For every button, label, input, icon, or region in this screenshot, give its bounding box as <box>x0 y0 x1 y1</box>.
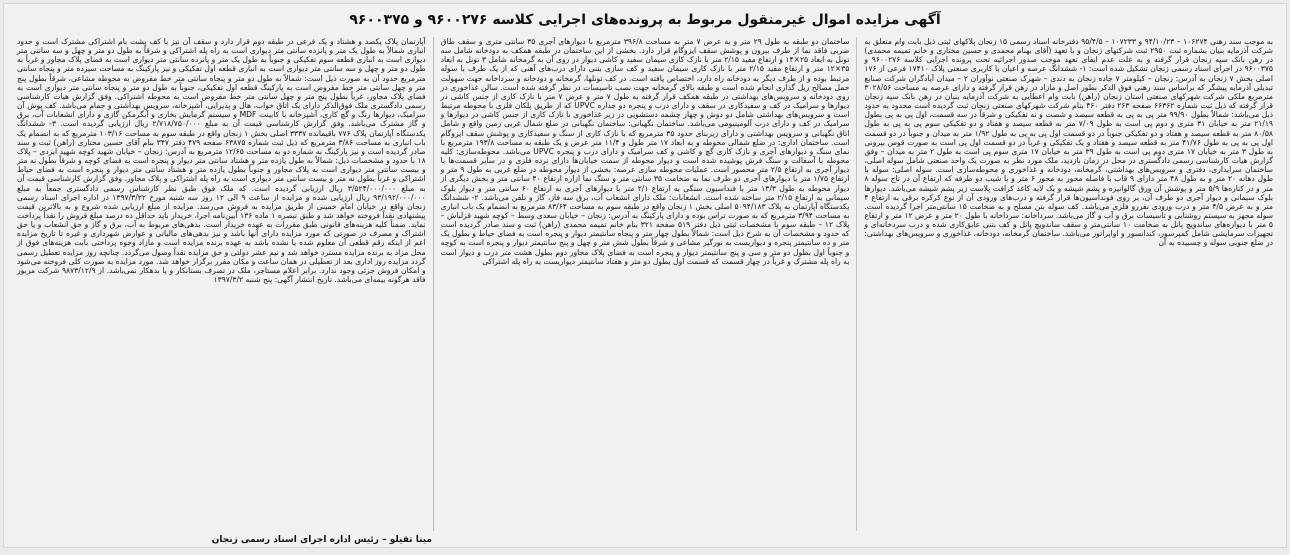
column-right <box>857 37 1280 531</box>
signature-line: مینا تقیلو – رئیس اداره اجرای اسناد رسمی زنجان <box>211 535 432 545</box>
notice-header <box>4 4 1286 36</box>
column-center <box>434 37 858 531</box>
notice-title: آگهی مزایده اموال غیرمنقول مربوط به پرونده‌های اجرایی کلاسه ۹۶۰۰۲۷۶ و ۹۶۰۰۳۷۵ <box>349 12 941 28</box>
column-right-text: به موجب سند رهنی ۱۰۶۲۷۴ – ۹۴/۱۰/۲۳ و ۱۰۷۲۳۳ – ۹۵/۴/۵ دفترخانه اسناد رسمی ۱۵ زنجان پلاکهای ثبتی ذیل بابت وام متعلق به شرکت آذرمایه بنیان بشماره ثبت ۲۹۵۰ ثبت شرکتهای زنجان و با تعهد (آقای بهنام محمدی و حسین مختاری و خانم تمیمه محمدی) در رهن بانک سپه زنجان قرار گرفته و به علت عدم ایفای تعهد موجب صدور اجرائیه تحت پرونده اجرایی کلاسه ۹۶۰۰۲۷۶ و ۹۶۰۰۳۷۵ در اجرای اسناد رسمی زنجان تشکیل شده است: ۱- ششدانگ عرصه و اعیان با کاربری صنعتی پلاک ۱۷۴۱۰ فرعی از ۱۷۶ اصلی بخش ۷ زنجان به آدرس: زنجان – کیلومتر ۷ جاده زنجان به دندی – شهرک صنعتی نوآوران ۲ – میدان آیادگران شرکت صنایع تبدیلی آذرمایه پیشگر که براساس سند رهنی فوق الذکر بطور اصل و مازاد در رهن قرار گرفته و دارای عرصه به مساحت ۳۰۲۸/۵۶ مترمربع ملکی شرکت شهرکهای صنعتی استان زنجان (راهن) بابت وام اعطایی به شرکت آذرمایه بنیان در رهن بانک سپه زنجان قرار گرفته که ذیل ثبت شماره ۶۶۳۶۲ صفحه ۲۶۳ دفتر ۴۶۰ بنام شرکت شهرکهای صنعتی زنجان ثبت گردیده است محدود به حدود ذیل می‌باشد: شمالاً بطول ۹۹/۹۰ متر پی به پی به قطعه سیصد و شصت و نه تفکیکی و شرقاً در سه قسمت، اول پی به پی بطول ۲۱/۱۹ متر به خیابان ۳۱ متری و دوم پی است به طول ۷/۰۹ متر به قطعه سیصد و هفتاد و دو تفکیکی سوم پی به پی به طول ۸۰/۵۸ متر به قطعه سیصد و هفتاد و دو تفکیکی جنوباً در دو قسمت اول پی به پی به طول ۱/۹۲ متر به میدان و جنوباً در دو قسمت اول پی به پی به طول ۴۱/۷۶ متر به قطعه سیصد و هفتاد و یک تفکیکی و غرباً در دو قسمت اول پی است به صورت قوس بیرونی به طول ۳ متر به خیابان ۱۷ متری دوم پی است به طول ۳۹ متر به خیابان ۱۷ متری سوم پی است به طول ۲ متر به میدان – وفق گزارش هیات کارشناسی رسمی دادگستری در محل در زمان بازدید، ملک مورد نظر به صورت یک واحد صنعتی شامل سوله اصلی، ساختمان سرایداری، دفتری و سرویس‌های بهداشتی، گرمخانه، دودخانه و غذاخوری و محوطه‌سازی است. سوله اصلی: سوله با طول دهانه ۲۰ متر و به طول ۴۸ متر دارای ۹ قاب با فاصله محور به محور ۶ متر و با شیب دو طرفه که ارتفاع آن در تاج سوله ۸ متر و در کناره‌ها ۵/۹ متر و پوشش آن ورق گالوانیزه و پشم شیشه و یک لایه کاغذ کرافت پلاست زیر پشم شیشه می‌باشد. دیوارها بلوک سیمانی و دیوار آجری دو طرف آن، بر روی فونداسیون‌ها قرار گرفته و درب‌های ورودی آن از نوع کرکره برقی به ارتفاع ۴ متر و به عرض ۴/۵ متر و درب ورودی نفررو فلزی می‌باشد. کف سوله بتن مسلح و به ضخامت ۱۵ سانتی‌متر اجرا گردیده است. سوله مجهز به سیستم روشنایی و تاسیسات برق و آب و گاز می‌باشد. سرداخانه: سرداخانه با طول ۲۰ متر و عرض ۱۲ متر و ارتفاع ۵ متر با دیواره‌های ساندویچ پانل به ضخامت ۱۰ سانتی‌متر و سقف ساندویچ پانل و کف بتنی عایق‌کاری شده و درب سردخانه‌ای و تجهیزات سرمایشی شامل کمپرسور، کندانسور و اواپراتور می‌باشد. ساختمان گرمخانه، دودخانه، غذاخوری و سرویس‌های بهداشتی: در ضلع جنوبی سوله و چسبیده به آن <box>864 37 1274 248</box>
column-center-text: ساختمان دو طبقه به طول ۲۹ متر و به عرض ۷ متر به مساحت ۳۹۶/۸ مترمربع با دیوارهای آجری ۳۵ سانتی متری و سقف طاق ضربی فاقد نما از طرف بیرون و پوشش سقف ایزوگام قرار دارد. بخشی از این ساختمان در طبقه همکف به دودخانه شامل سه تونل به ابعاد ۲۵×۱۴ و ارتفاع مفید ۲/۱۵ متر با نازک کاری سیمان سفید و کاشی دیوار در روی آن به گرمخانه شامل ۳ تونل به ابعاد ۳۵×۱۲ متر و ارتفاع مفید ۲/۱۵ متر با نازک کاری سیمان سفید و کف سازی بتنی دارای درب‌های آهنی که از یک طرف با سوله مرتبط بوده و از طرف دیگر به دودخانه راه دارد، اختصاص یافته است. در کف تونلها، گرمخانه و دودخانه و سرداخانه جهت سهولت حمل مصالح ریل گذاری انجام شده است و طبقه بالای گرمخانه جهت نصب تاسیسات در نظر گرفته شده است. سالن غذاخوری در روی دودخانه و سرویس‌های بهداشتی در طبقه همکف قرار گرفته به طول ۷ متر و عرض ۷ متر با نازک کاری از جنس کاشی در دیوارها و سرامیک در کف و سفیدکاری در سقف و دارای درب و پنجره دو جداره UPVC که از طریق پلکان فلزی با محوطه مرتبط است و سرویس‌های بهداشتی شامل دو دوش و چهار چشمه دستشویی در زیر غذاخوری با نازک کاری از جنس کاشی در دیوارها و سرامیک در کف و دارای درب آلومینیومی می‌باشد. ساختمان نگهبانی: ساختمان نگهبانی در ضلع شمال غربی زمین واقع و شامل اتاق نگهبانی و سرویس بهداشتی و دارای زیربنای حدود ۳۵ مترمربع که با نازک کاری از سنگ و سفیدکاری و پوشش سقف ایزوگام است. ساختمان اداری: در ضلع شمالی محوطه و به ابعاد ۱۷ متر طول و ۱۱/۴ متر عرض و یک طبقه به مساحت ۱۹۳/۸ مترمربع با نمای سنگ و دیوارهای آجری و نازک کاری گچ و کاشی و کف سرامیک و دارای درب و پنجره UPVC می‌باشد. محوطه‌سازی: کلیه محوطه با آسفالت و سنگ فرش پوشیده شده است و دیوار محوطه از سمت خیابان‌ها دارای نرده فلزی و در سایر قسمت‌ها با دیوار آجری به ارتفاع ۲/۵ متر محصور است. عملیات محوطه سازی عرصه: بخشی از دیوار محوطه در ضلع غربی به طول ۹ متر و ارتفاع ۱/۷۵ متر با دیوارهای آجری دو طرف نما به ضخامت ۳۵ سانتی متر و سنگ نما ازاره ارتفاع ۴۰ سانتی متر و بخش دیگری از دیوار محوطه به طول ۱۳/۳ متر با فنداسیون سنگی به ارتفاع ۲/۱ متر با دیوارهای آجری به ارتفاع ۶۰ سانتی متر و دیوار بلوک سیمانی به ارتفاع ۲/۱۵ متر ساخته شده است. انشعابات: ملک دارای انشعاب آب، برق سه فاز، گاز و تلفن می‌باشد. ۲- ششدانگ یکدستگاه آپارتمان به پلاک ۵۰۹۴/۱۸۳ اصلی بخش ۱ زنجان واقع در طبقه سوم به مساحت ۸۳/۶۴ مترمربع به انضمام یک باب انباری به مساحت ۳/۹۴ مترمربع که به صورت تراس بوده و دارای پارکینگ به آدرس: زنجان – خیابان سعدی وسط – کوچه شهید قزلباش – پلاک ۱۲ – طبقه سوم با مشخصات ثبتی ذیل دفتر ۵۱۹ صفحه ۳۲۱ بنام خانم تمیمه محمدی (راهن) ثبت و سند صادر گردیده است که حدود و مشخصات آن به شرح ذیل است: شمالاً بطول چهار متر و پنجاه سانتیمتر دیوار و پنجره است به فضای حیاط و بطول یک متر و ده سانتیمتر پنجره و دیواریست به نورگیر مشاعی و شرقاً بطول شش متر و چهل و پنج سانتیمتر دیوار و پنجره است به کوچه و جنوباً اول بطول دو متر و سی و پنج سانتیمتر دیوار و پنجره است به فضای پلاک مجاور دوم بطول هشت متر درب و دیوار است به راه پله مشترک و غرباً در چهار قسمت که قسمت اول بطول دو متر و هفتاد سانتیمتر دیواریست به راه پله اشتراکی <box>440 37 850 266</box>
text-columns <box>10 37 1280 531</box>
column-left <box>10 37 434 531</box>
newspaper-page <box>4 4 1286 547</box>
column-left-text: آپارتمان پلاک یکصد و هشتاد و یک فرعی در طبقه دوم قرار دارد و سقف آن نیز با کف پشت بام اشتراکی مشترک است و حدود انباری شمالاً به طول یک متر و پانزده سانتی متر دیواری است به راه پله اشتراکی و شرقاً به طول دو متر و چهل و سه سانتی متر دیواری است به انباری قطعه سوم تفکیکی و جنوباً به طول یک متر و پانزده سانتی متر دیواری است به فضای پلاک مجاور و غرباً به طول دو متر و چهل و سه سانتی متر دیواری است به انباری قطعه اول تفکیکی و نیز پارکینگ به مساحت سیزده متر و پنجاه سانتی مترمربع حدود آن به صورت ذیل است: شمالاً به طول دو متر و پنجاه سانتی متر خط مفروض به محوطه مشاعی، شرقاً بطول پنج متر و چهل سانتی متر خط مفروض است به پارکینگ قطعه اول تفکیکی، جنوباً به طول دو متر و پنجاه سانتی متر دیواری است به فضای پلاک مجاور، غرباً بطول پنج متر و چهل سانتی متر خط مفروض است به محوطه اشتراکی. وفق گزارش هیات کارشناسی رسمی دادگستری ملک فوق‌الذکر دارای یک اتاق خواب، هال و پذیرایی، آشپزخانه، سرویس بهداشتی و حمام می‌باشد. کف پوش آن سرامیک، دیوارها رنگ و گچ کاری، آشپزخانه با کابینت MDF و سیستم گرمایش بخاری و آبگرمکن گازی و دارای انشعابات آب، برق و گاز مشترک می‌باشد. وفق گزارش کارشناسی قیمت آن به مبلغ ۲/۷۱۸/۷۵۰/۰۰۰ ریال ارزیابی گردیده است. ۳- ششدانگ یکدستگاه آپارتمان پلاک ۷۷۶ باقیمانده ۳۳۳۷ اصلی بخش ۱ زنجان واقع در طبقه سوم به مساحت ۱۰۳/۱۶ مترمربع که به انضمام یک باب انباری به مساحت ۳/۸۶ مترمربع که ذیل ثبت شماره ۶۳۸۷۵ صفحه ۴۷۹ دفتر ۳۴۷ بنام آقای حسین مختاری (راهن) ثبت و سند صادر گردیده است و نیز پارکینگ به شماره دو به مساحت ۱۲/۶۵ مترمربع به آدرس: زنجان – خیابان شهید کوچه شهید ایزدی – پلاک ۱۸ با حدود و مشخصات ذیل: شمالاً به طول یازده متر و هشتاد سانتی متر دیوار و پنجره است به فضای کوچه و شرقاً بطول نه متر و بیست سانتی متر دیواری است به پلاک مجاور و جنوباً بطول یازده متر و هشتاد سانتی متر دیوار و پنجره است به فضای حیاط اشتراکی و غرباً بطول نه متر و بیست سانتی متر دیواری است به راه پله اشتراکی و پلاک مجاور. وفق گزارش کارشناسی قیمت آن به مبلغ ۳/۵۲۴/۰۰۰/۰۰۰ ریال ارزیابی گردیده است. که ملک فوق طبق نظر کارشناس رسمی دادگستری جمعاً به مبلغ ۹۳/۱۹۲/۰۰۰/۰۰۰ ریال ارزیابی شده و مزایده از ساعت ۹ الی ۱۲ روز سه شنبه مورخ ۱۳۹۷/۳/۲۲ در اداره اجرای اسناد رسمی زنجان واقع در خیابان امام خمینی از طریق مزایده به فروش می‌رسد. مزایده از مبلغ ارزیابی شده شروع و به بالاترین قیمت پیشنهادی نقداً فروخته خواهد شد و طبق تبصره ۱ ماده ۱۳۶ آیین‌نامه اجرا، خریدار باید حداقل ده درصد مبلغ فروش را نقداً پرداخت نماید. ضمناً کلیه هزینه‌های قانونی طبق مقررات به عهده خریدار است. بدهی‌های مربوط به آب، برق و گاز و حق انشعاب و یا حق اشتراک و مصرف در صورتی که مورد مزایده دارای آنها باشد و نیز بدهی‌های مالیاتی و عوارض شهرداری و غیره تا تاریخ مزایده اعم از اینکه رقم قطعی آن معلوم شده یا نشده باشد به عهده برنده مزایده است و مازاد وجوه پرداختی بابت هزینه‌های فوق از محل مزاد به برنده مزایده مسترد خواهد شد و نیم عشر دولتی و حق مزایده نقداً وصول می‌گردد. چنانچه روز مزایده تعطیل رسمی گردد مزایده روز اداری بعد از تعطیلی در همان ساعت و مکان مقرر برگزار خواهد شد. مورد مزایده به صورت کلی فروخته می‌شود و امکان فروش جزئی وجود ندارد. برابر اعلام مستاجر، ملک در تصرف بستانکار و یا بدهکار نمی‌باشد. از ۹۸۷۳/۱۲/۹ شرکت مزبور فاقد هرگونه بیمه‌ای می‌باشد. تاریخ انتشار آگهی: پنج شنبه ۱۳۹۷/۳/۲ <box>16 37 426 285</box>
